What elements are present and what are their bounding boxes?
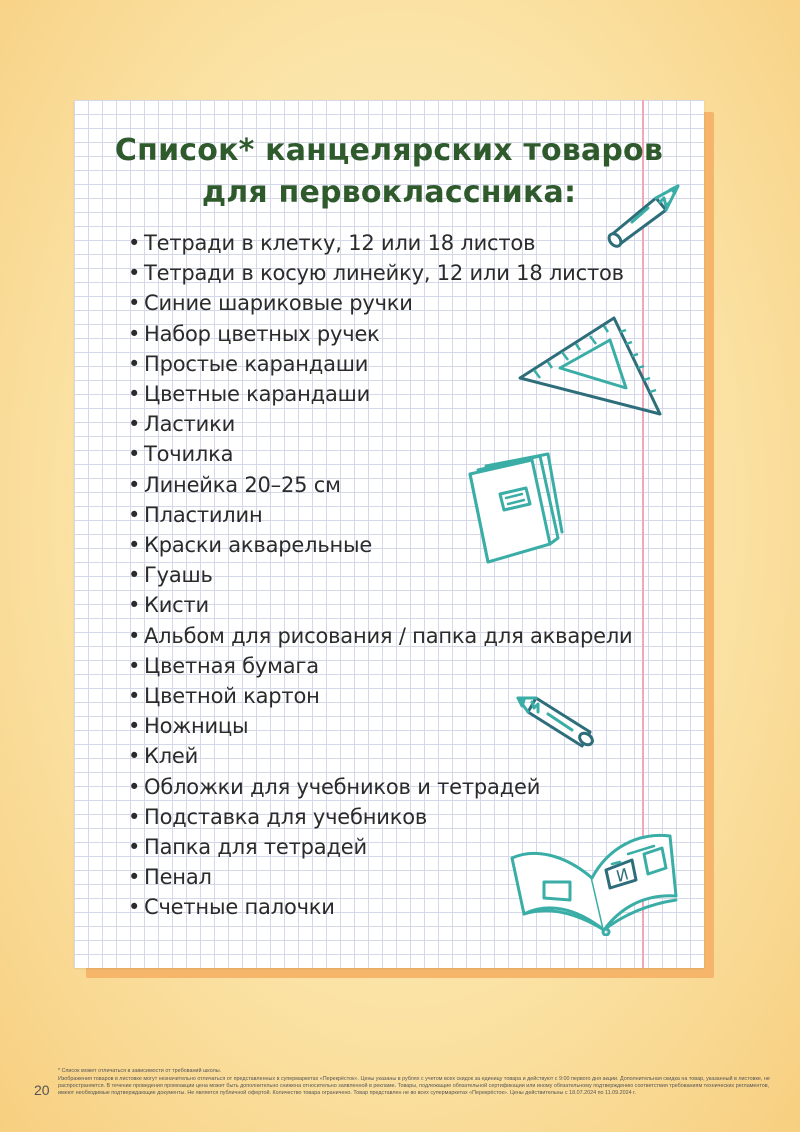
book-letter: И [613, 864, 631, 886]
pencil-icon [604, 178, 686, 248]
list-item-text: Линейка 20–25 см [144, 472, 341, 497]
notebook-sheet [74, 100, 704, 968]
title-line-1: Список* канцелярских товаров [114, 133, 664, 168]
notebook-icon [464, 452, 568, 568]
list-item-text: Цветные карандаши [144, 382, 371, 407]
title-line-2: для первоклассника: [201, 175, 577, 210]
bullet-icon: • [128, 231, 141, 255]
list-item [128, 590, 633, 620]
list-item-text: Простые карандаши [144, 351, 369, 376]
list-item-text: Тетради в клетку, 12 или 18 листов [144, 231, 536, 255]
list-item [128, 258, 633, 288]
list-item-text: Папка для тетрадей [144, 835, 367, 860]
bullet-icon: • [128, 261, 141, 286]
list-item-text: Краски акварельные [144, 533, 373, 558]
list-item-text: Обложки для учебников и тетрадей [144, 774, 541, 799]
list-item-text: Тетради в косую линейку, 12 или 18 листов [144, 261, 624, 286]
list-item-text: Альбом для рисования / папка для акварели [144, 623, 633, 648]
bullet-icon: • [128, 502, 141, 527]
list-item-text: Набор цветных ручек [144, 321, 380, 346]
list-item-text: Ножницы [144, 714, 249, 739]
list-item-text: Пенал [144, 865, 212, 890]
small-pencil-icon [514, 692, 598, 750]
bullet-icon: • [128, 563, 141, 588]
bullet-icon: • [128, 684, 141, 709]
list-item-text: Пластилин [144, 502, 263, 527]
bullet-icon: • [128, 351, 141, 376]
list-item [128, 772, 633, 802]
bullet-icon: • [128, 714, 141, 739]
list-item-text: Клей [144, 744, 199, 769]
bullet-icon: • [128, 382, 141, 407]
bullet-icon: • [128, 321, 141, 346]
triangle-ruler-icon [514, 312, 664, 418]
bullet-icon: • [128, 472, 141, 497]
list-item-text: Счетные палочки [144, 895, 335, 920]
list-item [128, 621, 633, 651]
bullet-icon: • [128, 593, 141, 618]
list-item-text: Цветная бумага [144, 653, 319, 678]
list-item [128, 228, 633, 258]
bullet-icon: • [128, 804, 141, 829]
footnote [58, 1068, 778, 1098]
bullet-icon: • [128, 865, 141, 890]
list-item-text: Ластики [144, 412, 236, 437]
list-item-text: Синие шариковые ручки [144, 291, 413, 316]
bullet-icon: • [128, 623, 141, 648]
list-item [128, 651, 633, 681]
footnote-line-2: Изображения товаров в листовке могут незначительно отличаться от представленных в супермаркетах «Перекрёсток». Цены указаны в рублях с учетом всех скидок за единицу товара и действуют с 9:00 первого дня акции. Дополнительная скидка на товар, указанный в листовке, не распространяется. В течение проведения промоакции цена может быть дополнительно снижена относительно заявленной в рекламе. Товары, подлежащие обязательной сертификации или иному обязательному подтверждению соответствия требованиям технических регламентов, имеют необходимые подтверждающие документы. Не является публичной офертой. Количество товара ограничено. Товар представлен не во всех супермаркетах «Перекрёсток». Цены действительны с 18.07.2024 по 11.09.2024 г. [58, 1076, 770, 1096]
bullet-icon: • [128, 442, 141, 467]
page-number: 20 [34, 1082, 50, 1098]
list-item-text: Кисти [144, 593, 209, 618]
bullet-icon: • [128, 835, 141, 860]
bullet-icon: • [128, 533, 141, 558]
bullet-icon: • [128, 291, 141, 316]
bullet-icon: • [128, 774, 141, 799]
footnote-line-1: * Список может отличаться в зависимости от требований школы. [58, 1068, 222, 1074]
list-item-text: Гуашь [144, 563, 213, 588]
bullet-icon: • [128, 412, 141, 437]
open-book-icon [504, 818, 680, 936]
list-item-text: Цветной картон [144, 684, 320, 709]
list-item-text: Точилка [144, 442, 234, 467]
bullet-icon: • [128, 653, 141, 678]
bullet-icon: • [128, 895, 141, 920]
list-item-text: Подставка для учебников [144, 804, 428, 829]
bullet-icon: • [128, 744, 141, 769]
